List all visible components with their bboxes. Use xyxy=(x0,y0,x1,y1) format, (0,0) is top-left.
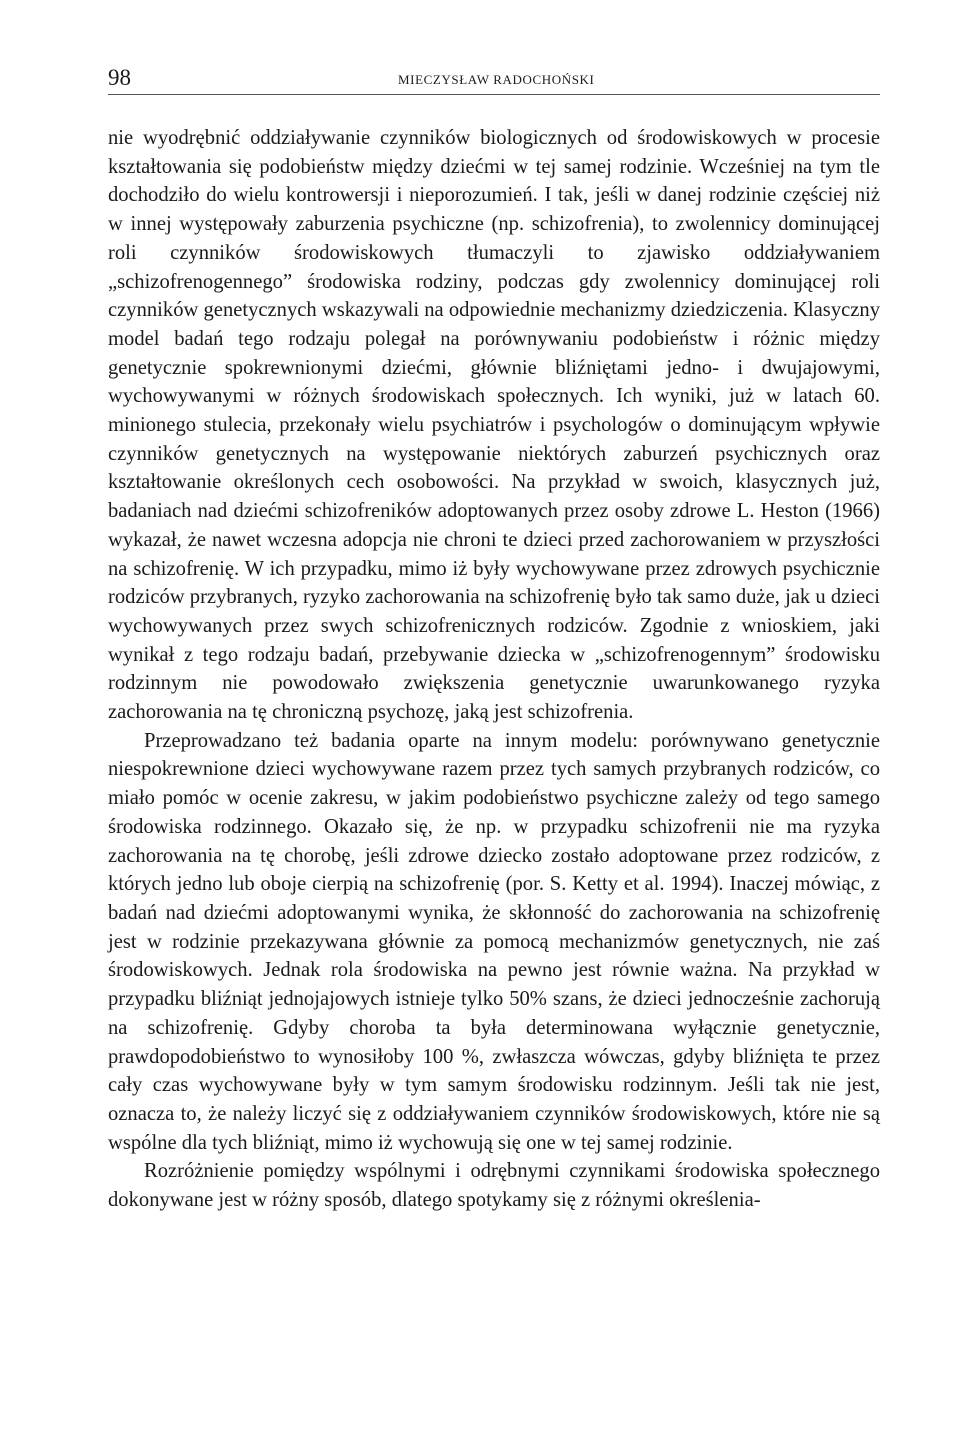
paragraph-1: nie wyodrębnić oddziaływanie czynników biologicznych od środowiskowych w procesie kształtowania się podobieństw między dziećmi w tej samej rodzinie. Wcześniej na tym tle dochodziło do wielu kontrowersji i nieporozumień. I tak, jeśli w danej rodzinie częściej niż w innej występowały zaburzenia psychiczne (np. schizofrenia), to zwolennicy dominującej roli czynników środowiskowych tłumaczyli to zjawisko oddziaływaniem „schizofrenogennego” środowiska rodziny, podczas gdy zwolennicy dominującej roli czynników genetycznych wskazywali na odpowiednie mechanizmy dziedziczenia. Klasyczny model badań tego rodzaju polegał na porównywaniu podobieństw i różnic między genetycznie spokrewnionymi dziećmi, głównie bliźniętami jedno- i dwujajowymi, wychowywanymi w różnych środowiskach społecznych. Ich wyniki, już w latach 60. minionego stulecia, przekonały wielu psychiatrów i psychologów o dominującym wpływie czynników genetycznych na występowanie niektórych zaburzeń psychicznych oraz kształtowanie określonych cech osobowości. Na przykład w swoich, klasycznych już, badaniach nad dziećmi schizofreników adoptowanych przez osoby zdrowe L. Heston (1966) wykazał, że nawet wczesna adopcja nie chroni te dzieci przed zachorowaniem w przyszłości na schizofrenię. W ich przypadku, mimo iż były wychowywane przez zdrowych psychicznie rodziców przybranych, ryzyko zachorowania na schizofrenię było tak samo duże, jak u dzieci wychowywanych przez swych schizofrenicznych rodziców. Zgodnie z wnioskiem, jaki wynikał z tego rodzaju badań, przebywanie dziecka w „schizofrenogennym” środowisku rodzinnym nie powodowało zwiększenia genetycznie uwarunkowanego ryzyka zachorowania na tę chroniczną psychozę, jaką jest schizofrenia. xyxy=(108,127,880,724)
body-text xyxy=(108,124,880,1215)
page-header xyxy=(108,62,880,95)
running-head-author: MIECZYSŁAW RADOCHOŃSKI xyxy=(398,72,595,87)
paragraph-3: Rozróżnienie pomiędzy wspólnymi i odrębnymi czynnikami środowiska społecznego dokonywane jest w różny sposób, dlatego spotykamy się z różnymi określenia- xyxy=(108,1160,880,1212)
paragraph-2: Przeprowadzano też badania oparte na innym modelu: porównywano genetycznie niespokrewnione dzieci wychowywane razem przez tych samych przybranych rodziców, co miało pomóc w ocenie zakresu, w jakim podobieństwo psychiczne zależy od tego samego środowiska rodzinnego. Okazało się, że np. w przypadku schizofrenii nie ma ryzyka zachorowania na tę chorobę, jeśli zdrowe dziecko zostało adoptowane przez rodziców, z których jedno lub oboje cierpią na schizofrenię (por. S. Ketty et al. 1994). Inaczej mówiąc, z badań nad dziećmi adoptowanymi wynika, że skłonność do zachorowania na schizofrenię jest w rodzinie przekazywana głównie za pomocą mechanizmów genetycznych, nie zaś środowiskowych. Jednak rola środowiska na pewno jest równie ważna. Na przykład w przypadku bliźniąt jednojajowych istnieje tylko 50% szans, że dzieci jednocześnie zachorują na schizofrenię. Gdyby choroba ta była determinowana wyłącznie genetycznie, prawdopodobieństwo to wynosiłoby 100 %, zwłaszcza wówczas, gdyby bliźnięta te przez cały czas wychowywane były w tym samym środowisku rodzinnym. Jeśli tak nie jest, oznacza to, że należy liczyć się z oddziaływaniem czynników środowiskowych, które nie są wspólne dla tych bliźniąt, mimo iż wychowują się one w tej samej rodzinie. xyxy=(108,729,880,1154)
page-number: 98 xyxy=(108,65,131,90)
